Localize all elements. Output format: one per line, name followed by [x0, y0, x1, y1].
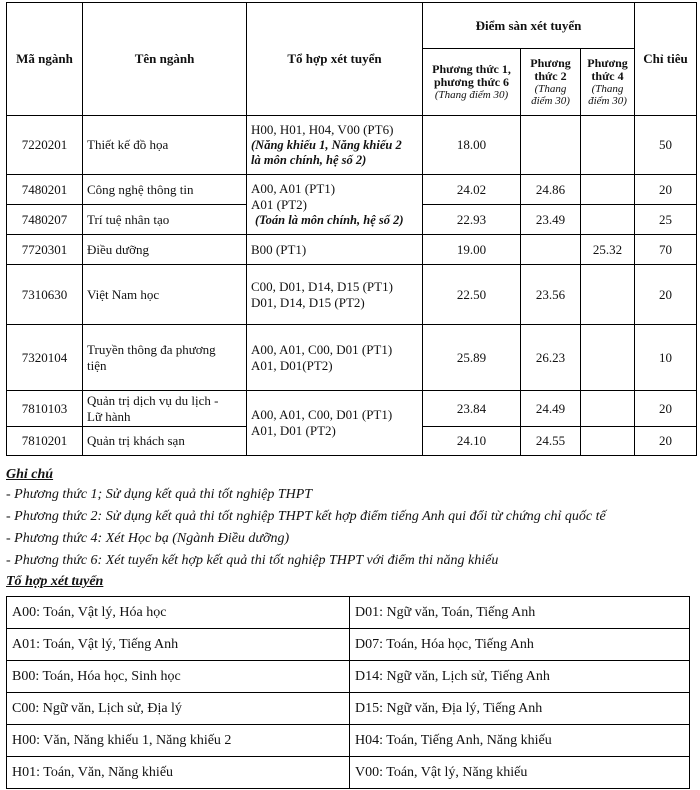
table-row	[7, 175, 697, 205]
cell-code: 7320104	[7, 325, 83, 391]
cell-method-1: 19.00	[423, 235, 521, 265]
cell-method-2: 24.55	[521, 427, 581, 456]
cell-code: 7810201	[7, 427, 83, 456]
cell-quota: 70	[635, 235, 697, 265]
combos-title: Tổ hợp xét tuyển	[6, 574, 104, 589]
cell-method-4	[581, 205, 635, 235]
table-row	[7, 661, 690, 693]
cell-method-4	[581, 116, 635, 175]
cell-code: 7720301	[7, 235, 83, 265]
header-method-4: Phương thức 4 (Thang điểm 30)	[581, 49, 635, 116]
cell-method-4	[581, 391, 635, 427]
header-method-2: Phương thức 2 (Thang điểm 30)	[521, 49, 581, 116]
combo-cell: H04: Toán, Tiếng Anh, Năng khiếu	[350, 725, 690, 757]
cell-name: Truyền thông đa phương tiện	[83, 325, 247, 391]
cell-method-2	[521, 116, 581, 175]
combo-cell: D07: Toán, Hóa học, Tiếng Anh	[350, 629, 690, 661]
cell-code: 7810103	[7, 391, 83, 427]
cell-method-4	[581, 265, 635, 325]
cell-method-4	[581, 427, 635, 456]
combo-cell: A00: Toán, Vật lý, Hóa học	[7, 597, 350, 629]
cell-name: Trí tuệ nhân tạo	[83, 205, 247, 235]
notes-section	[6, 466, 696, 572]
cell-method-2: 24.49	[521, 391, 581, 427]
cell-method-2: 23.56	[521, 265, 581, 325]
cell-quota: 20	[635, 265, 697, 325]
cell-name: Quản trị dịch vụ du lịch - Lữ hành	[83, 391, 247, 427]
cell-method-2	[521, 235, 581, 265]
header-method-1: Phương thức 1, phương thức 6 (Thang điểm 30)	[423, 49, 521, 116]
cell-method-1: 24.10	[423, 427, 521, 456]
header-floor-score: Điểm sàn xét tuyển	[423, 3, 635, 49]
combo-cell: V00: Toán, Vật lý, Năng khiếu	[350, 757, 690, 789]
cell-method-1: 18.00	[423, 116, 521, 175]
header-quota: Chỉ tiêu	[635, 3, 697, 116]
cell-method-2: 23.49	[521, 205, 581, 235]
cell-name: Điều dưỡng	[83, 235, 247, 265]
combo-cell: D14: Ngữ văn, Lịch sử, Tiếng Anh	[350, 661, 690, 693]
header-combo: Tổ hợp xét tuyển	[247, 3, 423, 116]
cell-method-4	[581, 325, 635, 391]
note-line: - Phương thức 6: Xét tuyển kết hợp kết quả thi tốt nghiệp THPT với điểm thi năng khiếu	[6, 553, 499, 568]
cell-code: 7310630	[7, 265, 83, 325]
cell-code: 7220201	[7, 116, 83, 175]
cell-combo: H00, H01, H04, V00 (PT6) (Năng khiếu 1, Năng khiếu 2 là môn chính, hệ số 2)	[247, 116, 423, 175]
table-row	[7, 693, 690, 725]
cell-method-2: 24.86	[521, 175, 581, 205]
cell-method-2: 26.23	[521, 325, 581, 391]
cell-method-1: 24.02	[423, 175, 521, 205]
table-row	[7, 725, 690, 757]
combo-cell: C00: Ngữ văn, Lịch sử, Địa lý	[7, 693, 350, 725]
notes-title: Ghi chú	[6, 467, 54, 482]
combos-table	[6, 596, 690, 789]
cell-quota: 20	[635, 427, 697, 456]
cell-combo: A00, A01, C00, D01 (PT1) A01, D01(PT2)	[247, 325, 423, 391]
note-line: - Phương thức 1; Sử dụng kết quả thi tốt nghiệp THPT	[6, 487, 313, 502]
cell-method-1: 22.50	[423, 265, 521, 325]
table-row	[7, 391, 697, 427]
combo-cell: H01: Toán, Văn, Năng khiếu	[7, 757, 350, 789]
admission-table	[6, 2, 697, 456]
note-line: - Phương thức 4: Xét Học bạ (Ngành Điều dưỡng)	[6, 531, 290, 546]
cell-name: Công nghệ thông tin	[83, 175, 247, 205]
table-row	[7, 116, 697, 175]
cell-method-1: 23.84	[423, 391, 521, 427]
cell-quota: 25	[635, 205, 697, 235]
cell-quota: 50	[635, 116, 697, 175]
table-row	[7, 235, 697, 265]
cell-name: Thiết kế đồ họa	[83, 116, 247, 175]
cell-code: 7480201	[7, 175, 83, 205]
table-row	[7, 597, 690, 629]
table-row	[7, 325, 697, 391]
cell-combo-it-group: A00, A01 (PT1) A01 (PT2) (Toán là môn chính, hệ số 2)	[247, 175, 423, 235]
cell-method-4	[581, 175, 635, 205]
cell-combo: B00 (PT1)	[247, 235, 423, 265]
cell-combo: C00, D01, D14, D15 (PT1) D01, D14, D15 (PT2)	[247, 265, 423, 325]
cell-method-1: 22.93	[423, 205, 521, 235]
note-line: - Phương thức 2: Sử dụng kết quả thi tốt nghiệp THPT kết hợp điểm tiếng Anh qui đổi từ chứng chỉ quốc tế	[6, 509, 606, 524]
cell-code: 7480207	[7, 205, 83, 235]
table-row	[7, 629, 690, 661]
cell-name: Quản trị khách sạn	[83, 427, 247, 456]
cell-combo-tourism-group: A00, A01, C00, D01 (PT1) A01, D01 (PT2)	[247, 391, 423, 456]
combo-cell: A01: Toán, Vật lý, Tiếng Anh	[7, 629, 350, 661]
cell-quota: 20	[635, 391, 697, 427]
table-row	[7, 757, 690, 789]
combo-cell: D15: Ngữ văn, Địa lý, Tiếng Anh	[350, 693, 690, 725]
combo-cell: B00: Toán, Hóa học, Sinh học	[7, 661, 350, 693]
cell-quota: 10	[635, 325, 697, 391]
cell-method-1: 25.89	[423, 325, 521, 391]
combo-cell: H00: Văn, Năng khiếu 1, Năng khiếu 2	[7, 725, 350, 757]
cell-method-4: 25.32	[581, 235, 635, 265]
header-code: Mã ngành	[7, 3, 83, 116]
table-row	[7, 265, 697, 325]
combo-cell: D01: Ngữ văn, Toán, Tiếng Anh	[350, 597, 690, 629]
header-name: Tên ngành	[83, 3, 247, 116]
cell-name: Việt Nam học	[83, 265, 247, 325]
cell-quota: 20	[635, 175, 697, 205]
